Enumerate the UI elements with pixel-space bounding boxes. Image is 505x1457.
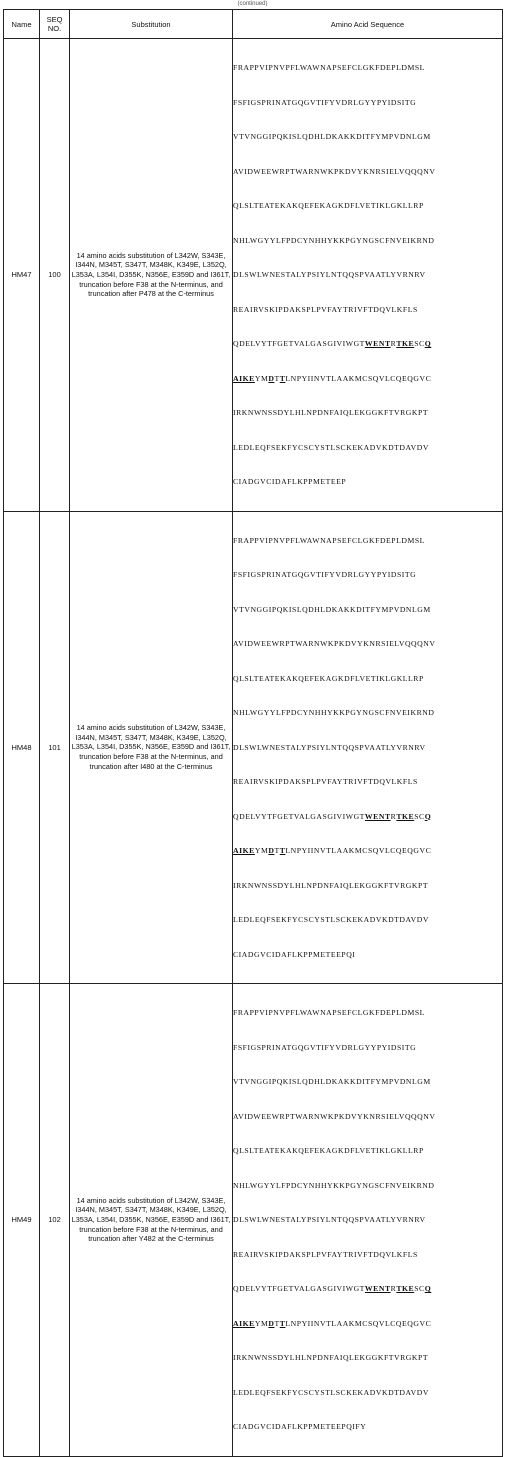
- mutation-highlight: WENT: [364, 811, 391, 821]
- mutation-highlight: WENT: [364, 1284, 391, 1293]
- seq-line: REAIRVSKIPDAKSPLPVFAYTRIVFTDQVLKFLS: [233, 304, 418, 314]
- row-seq-no: 102: [40, 984, 70, 1457]
- header-name: Name: [4, 10, 40, 39]
- seq-line: VTVNGGIPQKISLQDHLDKAKKDITFYMPVDNLGM: [233, 132, 431, 141]
- seq-line: DLSWLWNESTALYPSIYLNTQQSPVAATLYVRNRV: [233, 270, 426, 279]
- seq-line: QLSLTEATEKAKQEFEKAGKDFLVETIKLGKLLRP: [233, 1146, 424, 1155]
- mutation-highlight: WENT: [364, 339, 391, 348]
- header-sequence: Amino Acid Sequence: [233, 10, 503, 39]
- mutation-highlight: TKE: [396, 1284, 415, 1293]
- row-name: HM47: [4, 39, 40, 512]
- table-row: [4, 984, 503, 1457]
- seq-line: NHLWGYYLFPDCYNHHYKKPGYNGSCFNVEIKRND: [233, 1180, 435, 1190]
- row-substitution: 14 amino acids substitution of L342W, S343E, I344N, M345T, S347T, M348K, K349E, L352Q, L353A, L354I, D355K, N356E, E359D and I361T, truncation before F38 at the N-terminus, and truncation after I480 at the C-terminus: [70, 511, 233, 984]
- header-substitution: Substitution: [70, 10, 233, 39]
- seq-line: FRAPPVIPNVPFLWAWNAPSEFCLGKFDEPLDMSL: [233, 63, 425, 72]
- continued-caption: (continued): [237, 1, 268, 7]
- seq-line-mutations: QDELVYTFGETVALGASGIVIWGTWENTRTKESCQ: [233, 811, 432, 821]
- row-name: HM48: [4, 511, 40, 984]
- row-seq-no: 100: [40, 39, 70, 512]
- seq-line: CIADGVCIDAFLKPPMETEEPQI: [233, 949, 356, 959]
- seq-line: FRAPPVIPNVPFLWAWNAPSEFCLGKFDEPLDMSL: [233, 1008, 425, 1017]
- seq-line: QLSLTEATEKAKQEFEKAGKDFLVETIKLGKLLRP: [233, 673, 424, 683]
- seq-line: DLSWLWNESTALYPSIYLNTQQSPVAATLYVRNRV: [233, 742, 426, 752]
- table-row: [4, 39, 503, 512]
- row-substitution: 14 amino acids substitution of L342W, S343E, I344N, M345T, S347T, M348K, K349E, L352Q, L353A, L354I, D355K, N356E, E359D and I361T, truncation before F38 at the N-terminus, and truncation after Y482 at the C-terminus: [70, 984, 233, 1457]
- row-sequence: [233, 984, 503, 1457]
- seq-line: LEDLEQFSEKFYCSCYSTLSCKEKADVKDTDAVDV: [233, 1387, 429, 1397]
- mutation-highlight: AIKE: [233, 373, 255, 383]
- mutation-highlight: TKE: [396, 339, 415, 348]
- seq-line: FRAPPVIPNVPFLWAWNAPSEFCLGKFDEPLDMSL: [233, 535, 425, 545]
- seq-line: VTVNGGIPQKISLQDHLDKAKKDITFYMPVDNLGM: [233, 604, 431, 614]
- mutation-highlight: AIKE: [233, 1318, 255, 1328]
- row-substitution: 14 amino acids substitution of L342W, S343E, I344N, M345T, S347T, M348K, K349E, L352Q, L353A, L354I, D355K, N356E, E359D and I361T, truncation before F38 at the N-terminus, and truncation after P478 at the C-terminus: [70, 39, 233, 512]
- seq-line: AVIDWEEWRPTWARNWKPKDVYKNRSIELVQQQNV: [233, 639, 436, 648]
- seq-line: DLSWLWNESTALYPSIYLNTQQSPVAATLYVRNRV: [233, 1215, 426, 1224]
- table-row: [4, 511, 503, 984]
- seq-line: LEDLEQFSEKFYCSCYSTLSCKEKADVKDTDAVDV: [233, 915, 429, 924]
- seq-line: AIKEYMDTTLNPYIINVTLAAKMCSQVLCQEQGVC: [233, 1318, 432, 1328]
- mutation-highlight: Q: [424, 339, 432, 348]
- seq-line: IRKNWNSSDYLHLNPDNFAIQLEKGGKFTVRGKPT: [233, 1353, 429, 1362]
- seq-line: LEDLEQFSEKFYCSCYSTLSCKEKADVKDTDAVDV: [233, 442, 429, 452]
- mutation-highlight: Q: [424, 811, 432, 821]
- seq-line: CIADGVCIDAFLKPPMETEEP: [233, 477, 347, 486]
- seq-line: FSFIGSPRINATGQGVTIFYVDRLGYYPYIDSITG: [233, 97, 417, 107]
- seq-line: AVIDWEEWRPTWARNWKPKDVYKNRSIELVQQQNV: [233, 1111, 436, 1121]
- seq-line: AIKEYMDTTLNPYIINVTLAAKMCSQVLCQEQGVC: [233, 846, 432, 855]
- row-name: HM49: [4, 984, 40, 1457]
- seq-line: QLSLTEATEKAKQEFEKAGKDFLVETIKLGKLLRP: [233, 201, 424, 210]
- seq-line: FSFIGSPRINATGQGVTIFYVDRLGYYPYIDSITG: [233, 1042, 417, 1052]
- seq-line: CIADGVCIDAFLKPPMETEEPQIFY: [233, 1422, 367, 1431]
- seq-line: FSFIGSPRINATGQGVTIFYVDRLGYYPYIDSITG: [233, 570, 417, 579]
- row-sequence: [233, 511, 503, 984]
- row-sequence: [233, 39, 503, 512]
- sequence-table: [3, 9, 503, 1457]
- seq-line: REAIRVSKIPDAKSPLPVFAYTRIVFTDQVLKFLS: [233, 1249, 418, 1259]
- header-row: [4, 10, 503, 39]
- seq-line-mutations: QDELVYTFGETVALGASGIVIWGTWENTRTKESCQ: [233, 1284, 432, 1293]
- mutation-highlight: TKE: [396, 811, 415, 821]
- seq-line: AIKEYMDTTLNPYIINVTLAAKMCSQVLCQEQGVC: [233, 373, 432, 383]
- seq-line: VTVNGGIPQKISLQDHLDKAKKDITFYMPVDNLGM: [233, 1077, 431, 1086]
- mutation-highlight: Q: [424, 1284, 432, 1293]
- seq-line: IRKNWNSSDYLHLNPDNFAIQLEKGGKFTVRGKPT: [233, 880, 429, 890]
- seq-line: AVIDWEEWRPTWARNWKPKDVYKNRSIELVQQQNV: [233, 166, 436, 176]
- seq-line: REAIRVSKIPDAKSPLPVFAYTRIVFTDQVLKFLS: [233, 777, 418, 786]
- header-seq-no: SEQ NO.: [40, 10, 70, 39]
- seq-line-mutations: QDELVYTFGETVALGASGIVIWGTWENTRTKESCQ: [233, 339, 432, 348]
- row-seq-no: 101: [40, 511, 70, 984]
- seq-line: NHLWGYYLFPDCYNHHYKKPGYNGSCFNVEIKRND: [233, 235, 435, 245]
- seq-line: IRKNWNSSDYLHLNPDNFAIQLEKGGKFTVRGKPT: [233, 408, 429, 417]
- seq-line: NHLWGYYLFPDCYNHHYKKPGYNGSCFNVEIKRND: [233, 708, 435, 717]
- mutation-highlight: AIKE: [233, 846, 255, 855]
